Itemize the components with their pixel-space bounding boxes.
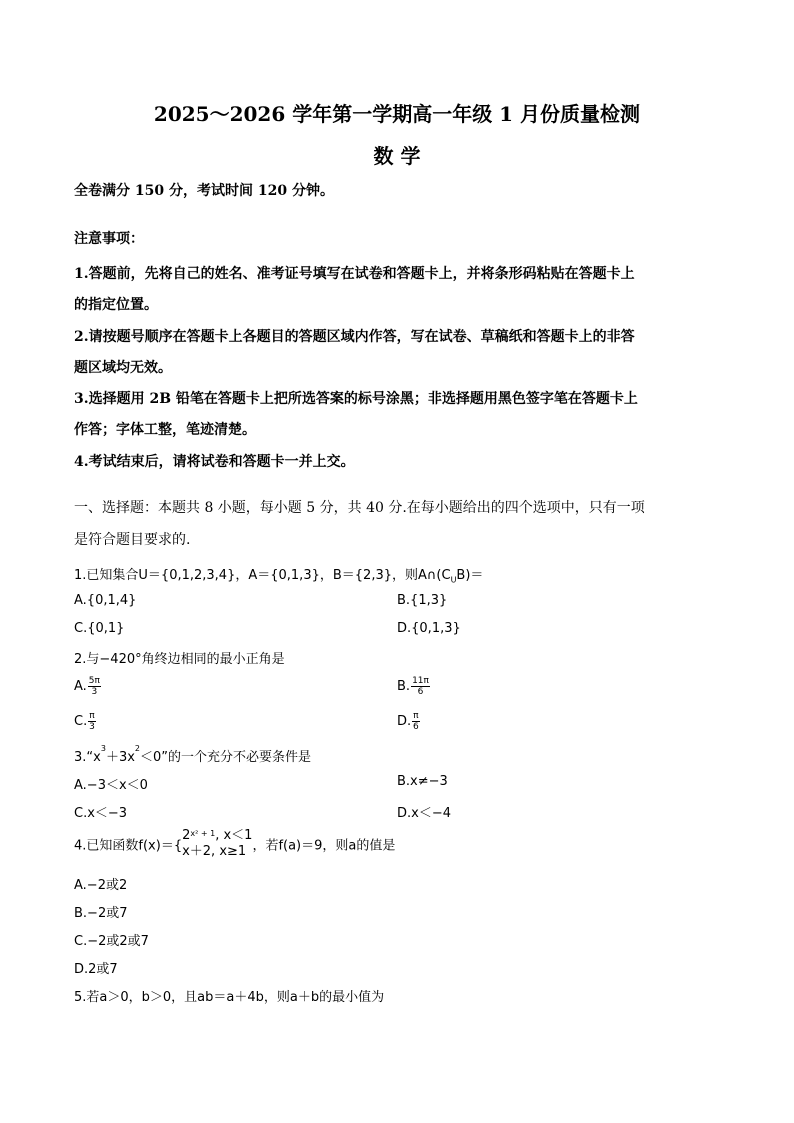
notice-heading: 注意事项： [74,231,144,247]
q3-option-a: A.−3＜x＜0 [74,778,148,793]
q2-option-a-fraction [88,676,101,697]
q4-case-2: x＋2, x≥1 [182,844,247,859]
q1-stem-sub: U [450,575,457,585]
q2-option-c-fraction [88,711,95,732]
q2-option-b [397,676,430,697]
q2-option-b-num: 11π [412,676,429,686]
q3-option-c: C.x＜−3 [74,806,128,821]
question-3-stem [74,746,311,765]
q3-sup-1: 3 [100,744,106,753]
q1-option-c: C.{0,1} [74,621,125,636]
q1-option-a: A.{0,1,4} [74,593,137,608]
subject-title: 数 学 [373,144,421,168]
q2-option-d-num: π [413,711,419,721]
q2-option-c-den: 3 [89,722,95,732]
question-1-stem [74,564,483,585]
notice-item-1-line1: 1.答题前，先将自己的姓名、准考证号填写在试卷和答题卡上，并将条形码粘贴在答题卡上 [74,266,635,282]
q4-case-1 [182,828,252,844]
notice-item-2-line2: 题区域均无效。 [74,360,172,376]
q3-option-d: D.x＜−4 [397,806,451,821]
q4-stem-a: 4.已知函数f(x)＝{ [74,838,183,854]
q4-option-d: D.2或7 [74,962,118,977]
q2-option-d [397,711,420,732]
q1-stem-b: B)＝ [456,568,484,583]
q4-option-b: B.−2或7 [74,906,128,921]
notice-item-3-line2: 作答；字体工整，笔迹清楚。 [74,422,256,438]
q2-option-d-den: 6 [413,722,419,732]
q2-option-c-num: π [89,711,95,721]
exam-intro: 全卷满分 150 分，考试时间 120 分钟。 [74,183,334,199]
q2-option-c [74,711,96,732]
q2-option-b-fraction [411,676,430,697]
q2-option-d-label: D. [397,714,412,729]
q3-stem-b: ＋3x [105,750,135,765]
q4-piecewise-cases [182,828,252,860]
q3-sup-2: 2 [134,744,140,753]
q4-case-1-cond: , x＜1 [215,828,253,843]
q2-option-b-label: B. [397,679,411,694]
question-4-stem [74,828,395,860]
q3-option-b: B.x≠−3 [397,774,448,789]
q4-case-1-base: 2 [182,828,191,843]
q1-option-b: B.{1,3} [397,593,448,608]
exam-title: 2025～2026 学年第一学期高一年级 1 月份质量检测 [153,102,641,126]
notice-item-2-line1: 2.请按题号顺序在答题卡上各题目的答题区域内作答，写在试卷、草稿纸和答题卡上的非答 [74,329,635,345]
section-heading-line1: 一、选择题：本题共 8 小题，每小题 5 分，共 40 分.在每小题给出的四个选项中，只有一项 [74,500,645,516]
notice-item-4: 4.考试结束后，请将试卷和答题卡一并上交。 [74,454,355,470]
q2-option-a-label: A. [74,679,87,694]
q1-stem-a: 1.已知集合U＝{0,1,2,3,4}，A＝{0,1,3}，B＝{2,3}，则A∩(C [74,568,451,583]
q4-stem-b: ，若f(a)＝9，则a的值是 [252,838,396,854]
q2-option-c-label: C. [74,714,88,729]
q2-option-a [74,676,101,697]
q3-stem-a: 3.“x [74,750,101,765]
q2-option-d-fraction [412,711,419,732]
q1-option-d: D.{0,1,3} [397,621,461,636]
question-2-stem: 2.与−420°角终边相同的最小正角是 [74,652,285,667]
q4-option-a: A.−2或2 [74,878,128,893]
q2-option-a-den: 3 [91,687,98,697]
notice-item-1-line2: 的指定位置。 [74,297,158,313]
question-5-stem: 5.若a＞0，b＞0，且ab＝a＋4b，则a＋b的最小值为 [74,990,385,1005]
q3-stem-c: ＜0”的一个充分不必要条件是 [140,750,312,765]
q2-option-b-den: 6 [417,687,424,697]
q2-option-a-num: 5π [88,676,100,686]
q4-option-c: C.−2或2或7 [74,934,149,949]
section-heading-line2: 是符合题目要求的. [74,532,191,548]
q4-case-1-exp: x² + 1 [190,829,216,838]
notice-item-3-line1: 3.选择题用 2B 铅笔在答题卡上把所选答案的标号涂黑；非选择题用黑色签字笔在答题卡上 [74,391,638,407]
